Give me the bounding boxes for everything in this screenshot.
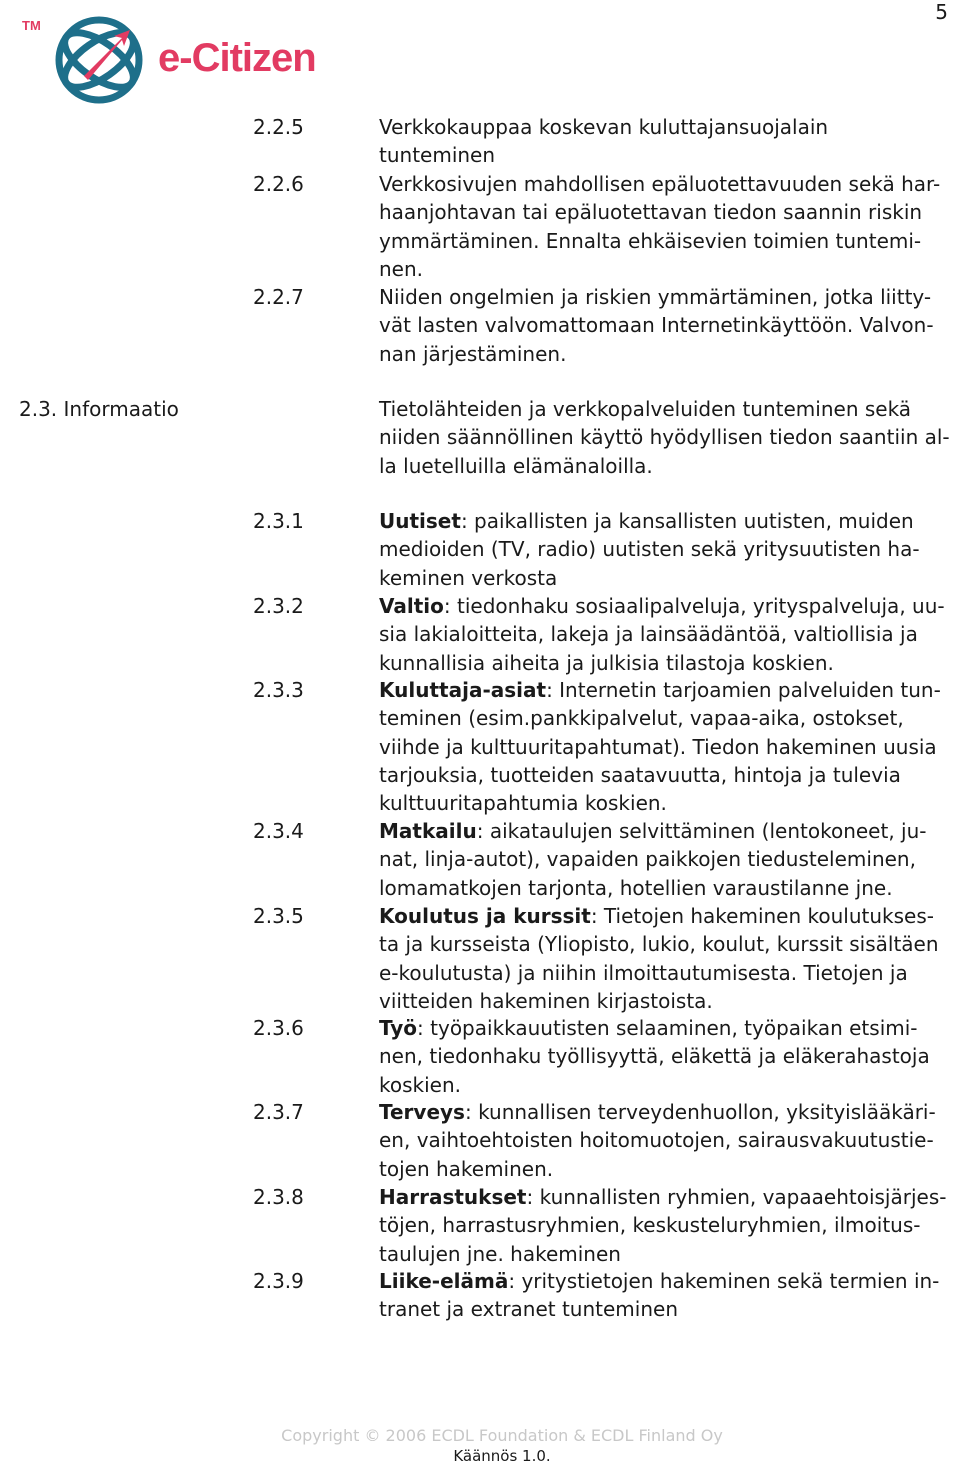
item-number: 2.3.8 [253, 1185, 304, 1209]
section-label: 2.3. Informaatio [19, 397, 179, 421]
item-number: 2.3.1 [253, 509, 304, 533]
item-number: 2.3.7 [253, 1100, 304, 1124]
item-number: 2.2.5 [253, 115, 304, 139]
item-number: 2.3.6 [253, 1016, 304, 1040]
text-line: vät lasten valvomattomaan Internetinkäyttöön. Valvon- [379, 313, 934, 338]
item-topic: Harrastukset [379, 1185, 527, 1209]
footer-version: Käännös 1.0. [453, 1447, 551, 1465]
item-number: 2.3.5 [253, 904, 304, 928]
text-line: en, vaihtoehtoisten hoitomuotojen, sairausvakuutustie- [379, 1128, 934, 1153]
text-line: koskien. [379, 1072, 462, 1097]
text-line: kunnallisia aiheita ja julkisia tilastoja koskien. [379, 650, 834, 675]
text-line: : kunnallisten ryhmien, vapaaehtoisjärjes- [526, 1185, 947, 1209]
text-line: kulttuuritapahtumia koskien. [379, 791, 667, 816]
text-line: Verkkosivujen mahdollisen epäluotettavuuden sekä har- [379, 172, 941, 196]
text-line: niiden säännöllinen käyttö hyödyllisen tiedon saantiin al- [379, 425, 950, 450]
item-number: 2.3.9 [253, 1269, 304, 1293]
text-line: taulujen jne. hakeminen [379, 1241, 621, 1266]
item-number: 2.3.2 [253, 594, 304, 618]
text-line: keminen verkosta [379, 565, 558, 590]
globe-icon [44, 8, 154, 108]
text-line: la luetelluilla elämänaloilla. [379, 453, 653, 478]
text-line: ymmärtäminen. Ennalta ehkäisevien toimien tuntemi- [379, 228, 922, 253]
text-line: tojen hakeminen. [379, 1156, 554, 1181]
item-text [379, 1267, 959, 1324]
text-line: teminen (esim.pankkipalvelut, vapaa-aika, ostokset, [379, 706, 904, 731]
text-line: tranet ja extranet tunteminen [379, 1297, 678, 1322]
text-line: tarjouksia, tuotteiden saatavuutta, hintoja ja tulevia [379, 762, 901, 787]
item-text [379, 676, 959, 817]
item-topic: Koulutus ja kurssit [379, 904, 591, 928]
text-line: : yritystietojen hakeminen sekä termien in- [508, 1269, 940, 1293]
text-line: e-koulutusta) ja niihin ilmoittautumisesta. Tietojen ja [379, 960, 908, 985]
text-line: : paikallisten ja kansallisten uutisten, muiden [460, 509, 914, 533]
item-number: 2.2.6 [253, 172, 304, 196]
item-topic: Terveys [379, 1100, 465, 1124]
item-topic: Matkailu [379, 819, 477, 843]
item-topic: Kuluttaja-asiat [379, 678, 547, 702]
text-line: viihde ja kulttuuritapahtumat). Tiedon hakeminen uusia [379, 734, 937, 759]
item-topic: Valtio [379, 594, 444, 618]
item-text [379, 170, 959, 283]
item-text [379, 1183, 959, 1268]
text-line: nat, linja-autot), vapaiden paikkojen tiedusteleminen, [379, 847, 916, 872]
text-line: töjen, harrastusryhmien, keskusteluryhmien, ilmoitus- [379, 1213, 921, 1238]
page-number: 5 [935, 0, 948, 24]
item-number: 2.3.3 [253, 678, 304, 702]
text-line: haanjohtavan tai epäluotettavan tiedon saannin riskin [379, 200, 923, 225]
text-line: Tietolähteiden ja verkkopalveluiden tunteminen sekä [379, 397, 912, 421]
text-line: lomamatkojen tarjonta, hotellien varaustilanne jne. [379, 875, 893, 900]
ecitizen-logo [18, 8, 318, 108]
item-text [379, 817, 959, 902]
trademark-mark: TM [22, 18, 41, 33]
item-topic: Työ [379, 1016, 418, 1040]
item-text [379, 113, 959, 170]
item-text [379, 1098, 959, 1183]
text-line: Niiden ongelmien ja riskien ymmärtäminen, jotka liitty- [379, 285, 932, 309]
text-line: nen, tiedonhaku työllisyyttä, eläkettä ja eläkerahastoja [379, 1044, 930, 1069]
text-line: Verkkokauppaa koskevan kuluttajansuojalain [379, 115, 829, 139]
item-text [379, 1014, 959, 1099]
item-number: 2.3.4 [253, 819, 304, 843]
text-line: sia lakialoitteita, lakeja ja lainsäädäntöä, valtiollisia ja [379, 622, 918, 647]
item-text [379, 902, 959, 1015]
text-line: : aikataulujen selvittäminen (lentokoneet, ju- [476, 819, 927, 843]
item-number: 2.2.7 [253, 285, 304, 309]
item-text [379, 507, 959, 592]
text-line: tunteminen [379, 143, 496, 168]
item-topic: Uutiset [379, 509, 461, 533]
section-description [379, 395, 959, 480]
text-line: nen. [379, 256, 424, 281]
logo-wordmark: e-Citizen [158, 36, 316, 80]
text-line: : tiedonhaku sosiaalipalveluja, yrityspalveluja, uu- [443, 594, 945, 618]
item-text [379, 592, 959, 677]
text-line: : kunnallisen terveydenhuollon, yksityislääkäri- [464, 1100, 936, 1124]
text-line: : Tietojen hakeminen koulutukses- [590, 904, 934, 928]
text-line: nan järjestäminen. [379, 341, 567, 366]
item-text [379, 283, 959, 368]
footer-copyright: Copyright © 2006 ECDL Foundation & ECDL Finland Oy [281, 1426, 723, 1445]
text-line: medioiden (TV, radio) uutisten sekä yritysuutisten ha- [379, 537, 920, 562]
text-line: : työpaikkauutisten selaaminen, työpaikan etsimi- [417, 1016, 918, 1040]
item-topic: Liike-elämä [379, 1269, 509, 1293]
text-line: : Internetin tarjoamien palveluiden tun- [546, 678, 941, 702]
text-line: viitteiden hakeminen kirjastoista. [379, 988, 713, 1013]
text-line: ta ja kursseista (Yliopisto, lukio, koulut, kurssit sisältäen [379, 932, 939, 957]
